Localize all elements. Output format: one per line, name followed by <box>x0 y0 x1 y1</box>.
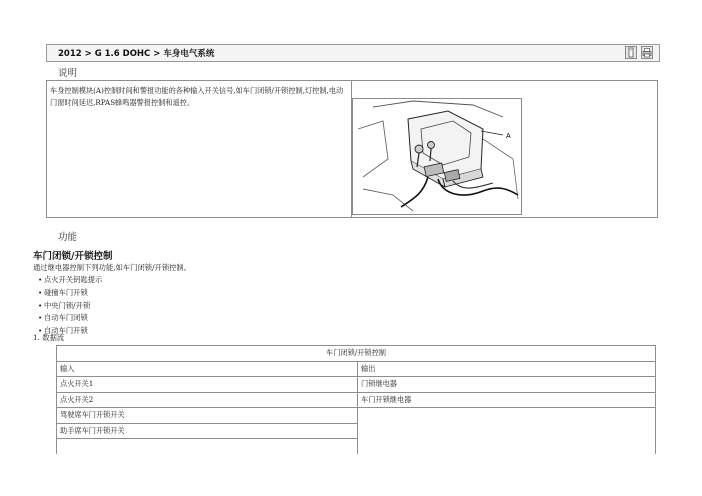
list-item: • 自动车门开锁 <box>38 326 88 336</box>
print-icon[interactable] <box>641 46 653 59</box>
numbered-item-data-flow: 1. 数据流 <box>33 333 65 342</box>
table-row <box>57 377 656 393</box>
section-title-function: 功能 <box>58 232 78 243</box>
table-caption-row <box>57 346 656 362</box>
output-cell <box>358 408 656 454</box>
data-flow-table <box>56 345 656 454</box>
bcm-figure <box>352 98 522 215</box>
column-header-output: 输出 <box>358 361 656 377</box>
table-row <box>57 408 656 424</box>
input-cell: 点火开关1 <box>57 377 358 393</box>
list-item: • 中央门锁/开锁 <box>38 300 91 310</box>
table-header-row <box>57 361 656 377</box>
header-bar <box>46 44 660 62</box>
section-title-description: 说明 <box>58 68 78 79</box>
table-row <box>57 392 656 408</box>
function-list <box>38 274 102 338</box>
door-lock-heading: 车门闭锁/开锁控制 <box>33 251 113 262</box>
input-cell: 点火开关2 <box>57 392 358 408</box>
table-caption: 车门闭锁/开锁控制 <box>57 346 656 362</box>
input-cell <box>57 439 358 454</box>
input-cell: 助手席车门开锁开关 <box>57 423 358 439</box>
bookmark-icon[interactable] <box>625 46 637 59</box>
figure-label-a: A <box>506 133 511 140</box>
output-cell: 车门开锁继电器 <box>358 392 656 408</box>
list-item: • 碰撞车门开锁 <box>38 287 88 297</box>
list-item: • 点火开关钥匙提示 <box>38 275 103 284</box>
input-cell: 驾驶席车门开锁开关 <box>57 408 358 424</box>
column-header-input: 输入 <box>57 361 358 377</box>
description-text: 车身控制模块(A)控制时间和警报功能的各种输入开关信号,如车门闭锁/开锁控制,灯控制,电动门窗时间延迟,RPAS蜂鸣器警报控制和遥控。 <box>50 86 344 107</box>
bcm-illustration <box>353 99 521 214</box>
breadcrumb: 2012 > G 1.6 DOHC > 车身电气系统 <box>58 49 215 59</box>
list-item: • 自动车门闭锁 <box>38 313 88 323</box>
function-intro: 通过继电器控制下列功能,如车门闭锁/开锁控制。 <box>33 263 192 272</box>
output-cell: 门锁继电器 <box>358 377 656 393</box>
